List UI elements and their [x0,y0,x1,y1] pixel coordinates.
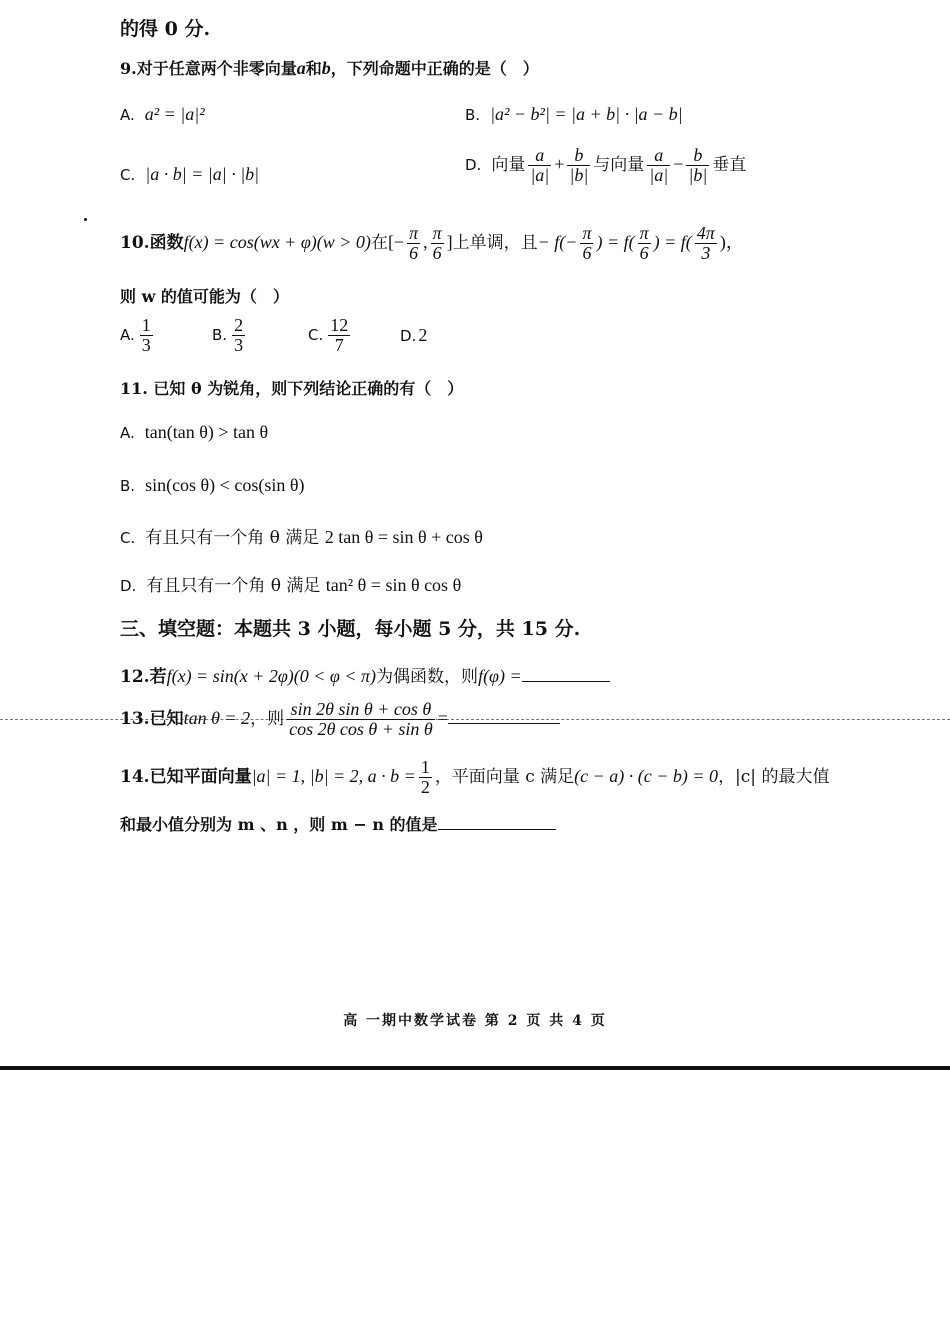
fraction-numerator: 2 [234,315,244,335]
fraction-denominator: 3 [141,334,151,355]
fraction-1-over-3 [140,316,153,355]
q14-end: ，|c| 的最大值 [718,766,830,787]
q11-option-c [120,523,483,548]
fraction-pi-over-6 [431,224,444,263]
q10-cond-mid2: ) = f( [653,231,692,252]
option-label: D. [400,326,417,345]
q9-option-d: D. 向量 $\frac{a}{|a|}$ + $\frac{b}{|b|}$ 与向量 $\frac{a}{|a|}$ − $\frac{b}{|b|}$ 垂直 [465,145,747,185]
fraction-denominator: 6 [432,242,442,263]
norm-vector: b [574,164,584,185]
page-bottom-border [0,1066,950,1070]
fraction-denominator: 3 [701,242,711,263]
q9-and: 和 [305,59,322,78]
q14-cond2: (c − a) · (c − b) = 0 [574,765,719,786]
q14-line2 [120,812,556,835]
option-label: C. [120,529,136,547]
q14-stem: 14.已知平面向量 [120,766,252,787]
fraction-denominator: 7 [334,334,344,355]
q10-options [120,316,427,355]
q11-option-a [120,422,268,443]
q13-equals: = [437,707,448,728]
fraction-numerator: a [647,146,670,166]
fraction-4pi-over-3 [695,224,717,263]
q10-stem [120,224,744,263]
fraction-denominator: 6 [582,242,592,263]
fraction-pi-over-6 [580,224,593,263]
q9-vector-b: b [321,58,331,78]
q10-option-a [120,316,212,355]
q10-cond-pre: − f(− [537,231,578,252]
q10-option-d [400,325,427,346]
q9-option-c-math: |a · b| = |a| · |b| [145,164,260,184]
fraction-denominator: |b| [688,164,708,185]
fraction-numerator: b [686,146,709,166]
q11-option-d-math: tan² θ = sin θ cos θ [325,575,462,595]
q9-option-d-pre: 向量 [491,154,526,175]
section-3-heading: 三、填空题：本题共 3 小题，每小题 5 分，共 15 分. [120,618,581,640]
option-label: C. [308,325,324,344]
q9-option-b-math: |a² − b²| = |a + b| · |a − b| [490,104,683,124]
option-label: B. [465,106,481,124]
q13-fraction [287,700,435,739]
q11-option-c-text: 有且只有一个角 θ 满足 [145,528,320,548]
q12-mid: 为偶函数，则 [376,667,479,687]
fraction-numerator: 1 [420,757,430,777]
norm-vector: a [535,164,545,185]
page-footer: 高 一期中数学试卷 第 2 页 共 4 页 [343,1013,607,1029]
fraction-denominator: 6 [639,242,649,263]
option-label: D. [465,155,482,174]
previous-section-tail: 的得 0 分. [120,18,211,40]
q11-option-b-math: sin(cos θ) < cos(sin θ) [145,475,305,495]
q11-option-b [120,475,304,496]
q13-condition: tan θ = 2 [183,707,251,728]
q13-stem: 13.已知 [120,708,184,729]
q9-option-d-mid: 与向量 [593,154,645,175]
q14-cond1: |a| = 1, |b| = 2, a · b = [251,765,416,786]
q10-monotone: 上单调，且 [452,232,538,253]
fraction-denominator: 6 [409,242,419,263]
fraction-numerator: 1 [141,315,151,335]
option-label: B. [212,325,228,344]
q10-option-d-value: 2 [418,324,428,345]
q13-answer-blank [448,707,560,724]
q9-option-a-math: a² = |a|² [144,104,205,124]
fraction-numerator: π [582,223,592,243]
fraction-denominator: |a| [530,164,550,185]
fraction-pi-over-6 [407,224,420,263]
q10-in: 在 [370,232,388,253]
q12-stem: 12.若 [120,667,167,687]
fraction-1-over-2 [419,758,432,797]
q12-end: f(φ) = [478,666,522,686]
q9-option-a [120,104,205,125]
option-label: B. [120,477,136,495]
q9-vector-a: a [296,58,306,78]
q14-line1 [120,758,829,797]
fraction-12-over-7 [328,316,350,355]
option-label: C. [120,166,136,184]
q11-option-d-text: 有且只有一个角 θ 满足 [146,576,321,596]
fraction-a-over-norm-a [528,146,551,185]
q10-line2: 则 w 的值可能为（ ） [120,287,289,306]
q9-option-b [465,104,683,125]
q9-stem-text: 9.对于任意两个非零向量 [120,59,297,78]
fraction-pi-over-6 [638,224,651,263]
fraction-2-over-3 [232,316,245,355]
q10-cond-mid: ) = f( [596,231,635,252]
fraction-b-over-norm-b [567,146,590,185]
q12-math: f(x) = sin(x + 2φ)(0 < φ < π) [166,666,377,686]
option-label: A. [120,424,135,442]
q10-cond-end: )， [719,231,744,252]
norm-vector: b [693,164,703,185]
q9-option-c [120,164,259,185]
q10-interval-comma: , [423,231,428,252]
fraction-denominator: 3 [234,334,244,355]
stray-dot [84,218,87,221]
option-label: A. [120,106,135,124]
fraction-numerator: π [639,223,649,243]
option-label: D. [120,577,137,595]
q11-stem: 11. 已知 θ 为锐角，则下列结论正确的有（ ） [120,379,464,398]
q12-answer-blank [522,665,610,682]
q13-then: ，则 [250,708,285,729]
q10-interval-close: ] [446,231,453,252]
norm-vector: a [654,164,664,185]
fraction-numerator: a [528,146,551,166]
q9-stem [120,56,539,79]
q10-option-b [212,316,308,355]
q10-interval-open: [− [387,231,405,252]
q11-option-a-math: tan(tan θ) > tan θ [144,422,269,442]
fraction-numerator: π [409,223,419,243]
fraction-numerator: b [567,146,590,166]
q13 [120,700,560,739]
q10-function: f(x) = cos(wx + φ)(w > 0) [183,231,371,252]
q14-line2-text: 和最小值分别为 m 、n ，则 m − n 的值是 [120,815,438,834]
fraction-numerator: sin 2θ sin θ + cos θ [287,700,435,720]
fraction-numerator: 4π [696,223,715,243]
fraction-a-over-norm-a [647,146,670,185]
fraction-denominator: cos 2θ cos θ + sin θ [289,718,433,739]
q12 [120,662,610,687]
q14-answer-blank [438,813,556,830]
q11-option-d [120,571,461,596]
q10-option-c [308,316,400,355]
q10-stem-text: 10.函数 [120,232,184,253]
q9-option-d-post: 垂直 [712,154,747,175]
q14-mid: ，平面向量 c 满足 [434,766,575,787]
option-label: A. [120,325,135,344]
fraction-numerator: 12 [330,315,349,335]
fraction-numerator: π [432,223,442,243]
fraction-denominator: 2 [420,776,430,797]
fraction-denominator: |b| [569,164,589,185]
fraction-b-over-norm-b [686,146,709,185]
q11-option-c-math: 2 tan θ = sin θ + cos θ [324,527,483,547]
fraction-denominator: |a| [649,164,669,185]
q9-stem-end: ，下列命题中正确的是（ ） [330,59,539,78]
